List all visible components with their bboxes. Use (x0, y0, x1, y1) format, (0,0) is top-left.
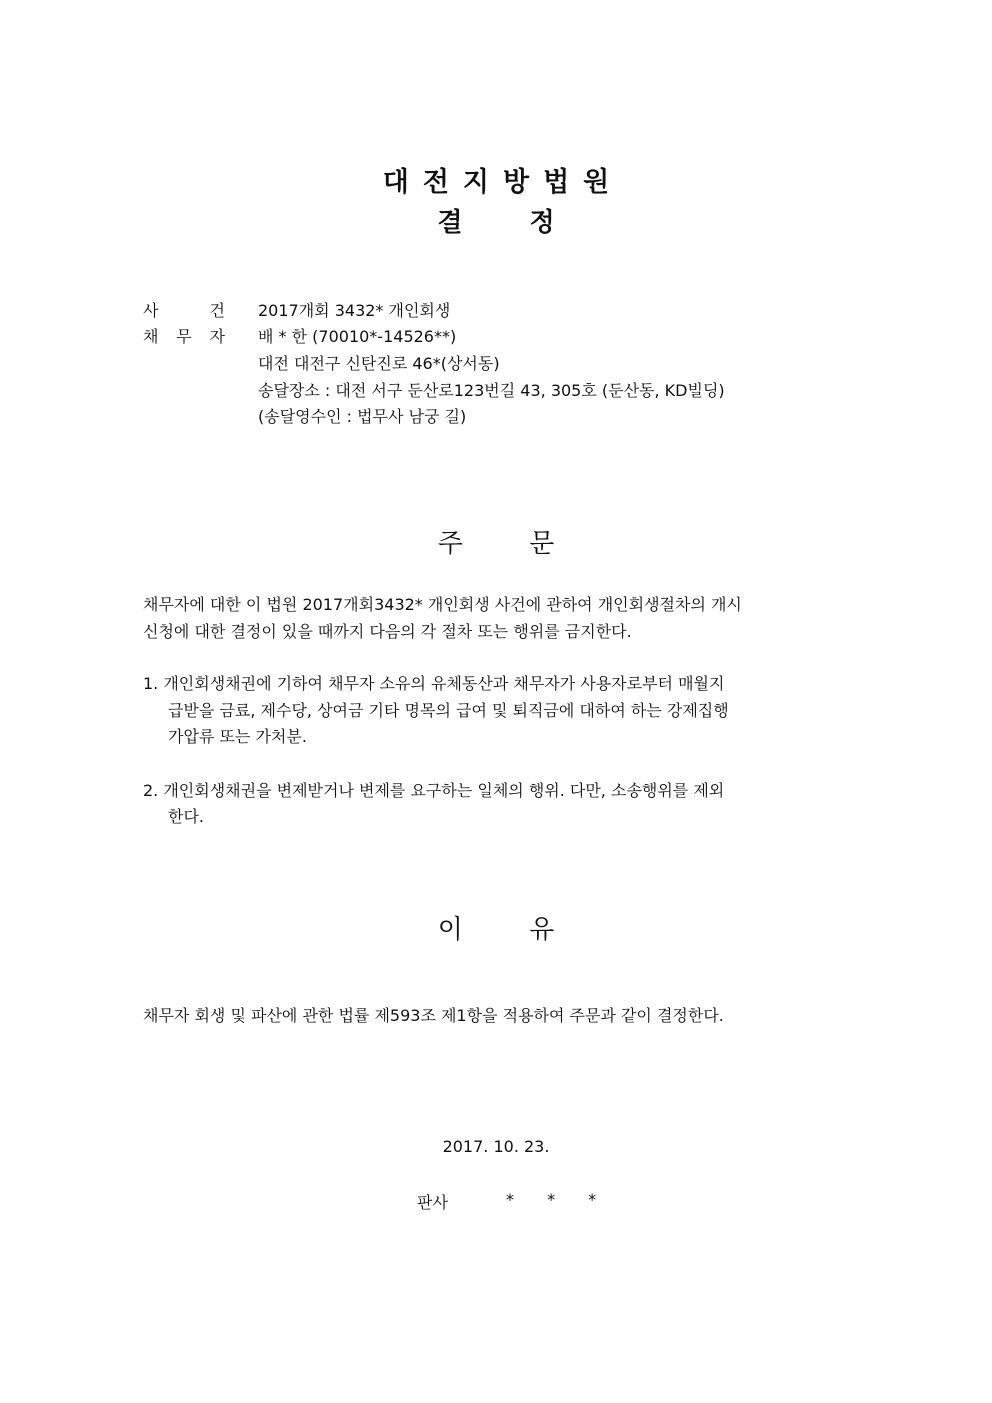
debtor-address: 대전 대전구 신탄진로 46*(상서동) (258, 354, 500, 373)
order-intro-line: 신청에 대한 결정이 있을 때까지 다음의 각 절차 또는 행위를 금지한다. (143, 622, 632, 641)
order-item-2: 2. 개인회생채권을 변제받거나 변제를 요구하는 일체의 행위. 다만, 소송행위를 제외 (143, 781, 725, 800)
order-item-2-continued: 한다. (168, 807, 204, 826)
service-address: 송달장소 : 대전 서구 둔산로123번길 43, 305호 (둔산동, KD빌딩) (258, 381, 725, 400)
case-label-char: 사 (143, 301, 159, 320)
court-name: 대전지방법원 (382, 167, 624, 198)
reason-heading: 이 유 (437, 915, 555, 945)
reason-text: 채무자 회생 및 파산에 관한 법률 제593조 제1항을 적용하여 주문과 같이 결정한다. (143, 1006, 724, 1025)
decision-date: 2017. 10. 23. (442, 1137, 550, 1156)
order-heading: 주 문 (437, 529, 555, 559)
case-label (143, 298, 225, 321)
debtor-label-char: 채 (143, 327, 159, 346)
debtor-label-char: 무 (176, 327, 192, 346)
document-type-title: 결 정 (437, 208, 555, 238)
service-recipient: (송달영수인 : 법무사 남궁 길) (258, 407, 467, 426)
order-item-1-continued: 가압류 또는 가처분. (168, 727, 307, 746)
debtor-label-char: 자 (209, 327, 225, 346)
case-number: 2017개회 3432* 개인회생 (258, 301, 451, 320)
judge-name: * * * (506, 1190, 611, 1209)
case-label-char: 건 (209, 301, 225, 320)
order-item-1: 1. 개인회생채권에 기하여 채무자 소유의 유체동산과 채무자가 사용자로부터 매월지 (143, 674, 725, 693)
order-intro-line: 채무자에 대한 이 법원 2017개회3432* 개인회생 사건에 관하여 개인회생절차의 개시 (143, 595, 742, 614)
order-item-1-continued: 급받을 금료, 제수당, 상여금 기타 명목의 급여 및 퇴직금에 대하여 하는 강제집행 (168, 701, 729, 720)
debtor-label (143, 324, 225, 347)
judge-label: 판사 (417, 1193, 448, 1212)
debtor-name: 배 * 한 (70010*-14526**) (258, 327, 457, 346)
